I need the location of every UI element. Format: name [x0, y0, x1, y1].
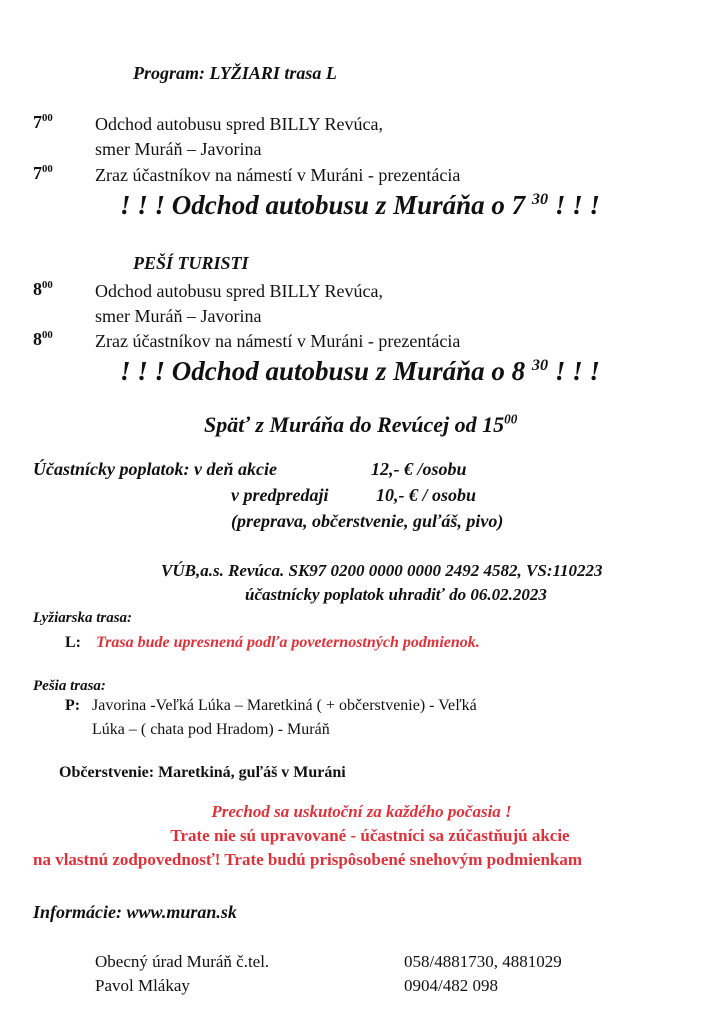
hike-route-line-2: Lúka – ( chata pod Hradom) - Muráň: [92, 721, 330, 738]
hikers-line-2: smer Muráň – Javorina: [95, 306, 262, 326]
ski-route-text: Trasa bude upresnená podľa poveternostných podmienok.: [96, 634, 480, 651]
contact-name-1: Obecný úrad Muráň č.tel.: [95, 952, 270, 971]
skiers-line-1: Odchod autobusu spred BILLY Revúca,: [95, 114, 383, 134]
warning-line-2: Trate nie sú upravované - účastníci sa zúčastňujú akcie: [170, 826, 570, 845]
hikers-heading: PEŠÍ TURISTI: [133, 253, 249, 273]
bank-account: VÚB,a.s. Revúca. SK97 0200 0000 0000 2492 4582, VS:110223: [161, 561, 603, 580]
hikers-departure: ! ! ! Odchod autobusu z Muráňa o 8 $^{30}$ ! ! !: [120, 356, 600, 386]
return-time: Späť z Muráňa do Revúcej od $15^{00}$: [204, 411, 518, 437]
skiers-departure: ! ! ! Odchod autobusu z Muráňa o 7 $^{30}$ ! ! !: [120, 190, 600, 220]
ski-route-label: Lyžiarska trasa:: [33, 610, 133, 626]
contact-phone-1: 058/4881730, 4881029: [404, 952, 562, 971]
fee-presale-price: 10,- € / osobu: [376, 485, 477, 505]
refreshment: Občerstvenie: Maretkiná, guľáš v Muráni: [59, 764, 346, 781]
hike-route-line-1: Javorina -Veľká Lúka – Maretkiná ( + občerstvenie) - Veľká: [92, 697, 477, 714]
hikers-line-3: Zraz účastníkov na námestí v Muráni - prezentácia: [95, 331, 461, 351]
hike-route-label: Pešia trasa:: [33, 678, 106, 694]
warning-line-1: Prechod sa uskutoční za každého počasia !: [211, 802, 512, 821]
warning-line-3: na vlastnú zodpovednosť! Trate budú prispôsobené snehovým podmienkam: [33, 850, 583, 869]
time-4: $8^{00}$: [33, 329, 53, 349]
time-3: $8^{00}$: [33, 279, 53, 299]
program-title: Program: LYŽIARI trasa L: [133, 63, 337, 83]
skiers-line-3: Zraz účastníkov na námestí v Muráni - prezentácia: [95, 165, 461, 185]
ski-route-code: L:: [65, 634, 81, 651]
hikers-line-1: Odchod autobusu spred BILLY Revúca,: [95, 281, 383, 301]
contact-name-2: Pavol Mlákay: [95, 976, 190, 995]
info-website: Informácie: www.muran.sk: [33, 902, 237, 922]
hike-route-code: P:: [65, 697, 81, 714]
fee-presale-label: v predpredaji: [231, 485, 329, 505]
skiers-line-2: smer Muráň – Javorina: [95, 139, 262, 159]
contact-phone-2: 0904/482 098: [404, 976, 498, 995]
time-2: $7^{00}$: [33, 163, 53, 183]
time-1: $7^{00}$: [33, 112, 53, 132]
fee-includes: (preprava, občerstvenie, guľáš, pivo): [231, 511, 504, 531]
bank-deadline: účastnícky poplatok uhradiť do 06.02.2023: [245, 585, 547, 604]
fee-day-price: 12,- € /osobu: [371, 459, 467, 479]
fee-label: Účastnícky poplatok: v deň akcie: [33, 459, 277, 479]
